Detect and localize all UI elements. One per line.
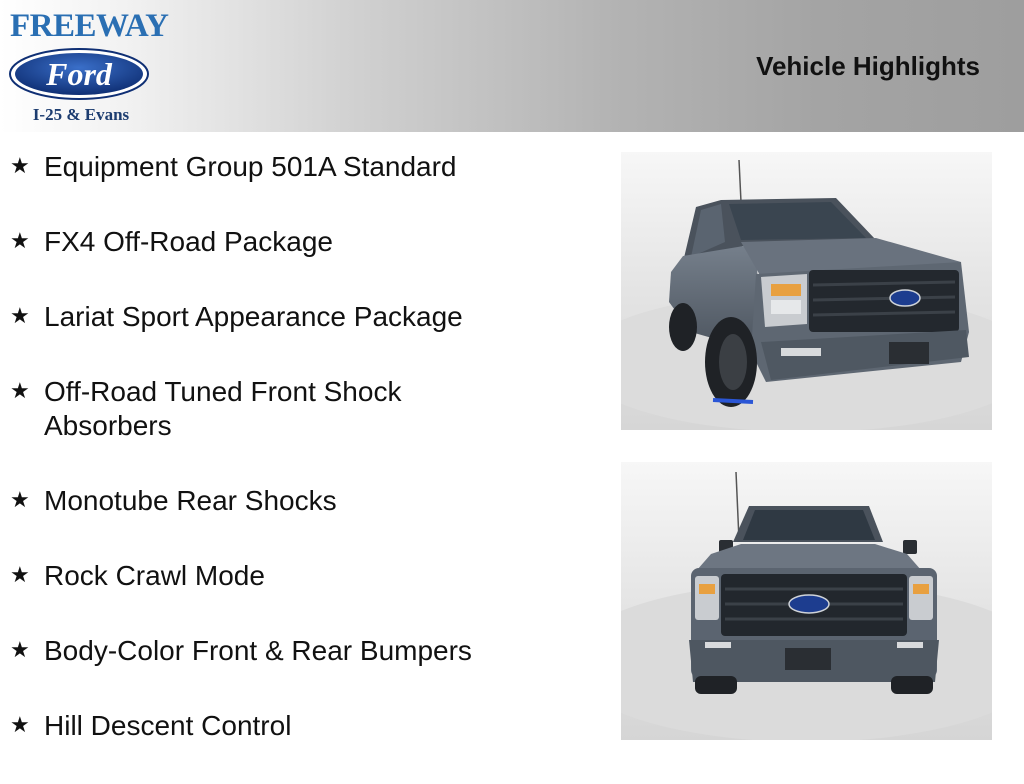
list-item-label: Hill Descent Control: [44, 710, 292, 741]
truck-front-image: [621, 462, 992, 740]
star-icon: ★: [10, 712, 30, 737]
list-item: [10, 709, 600, 743]
star-icon: ★: [10, 562, 30, 587]
list-item: [10, 225, 600, 259]
list-item-label: Equipment Group 501A Standard: [44, 151, 457, 182]
list-item-label: Monotube Rear Shocks: [44, 485, 337, 516]
ford-oval-icon: [8, 47, 150, 101]
logo-top-text: FREEWAY: [10, 8, 169, 44]
list-item: [10, 559, 600, 593]
star-icon: ★: [10, 303, 30, 328]
dealer-logo[interactable]: [6, 4, 169, 128]
star-icon: ★: [10, 487, 30, 512]
vehicle-photo-front[interactable]: [621, 462, 992, 740]
star-icon: ★: [10, 228, 30, 253]
header-banner: [0, 0, 1024, 132]
list-item: [10, 375, 600, 443]
list-item-label: Off-Road Tuned Front Shock Absorbers: [44, 376, 402, 441]
list-item: [10, 484, 600, 518]
star-icon: ★: [10, 378, 30, 403]
page-title: Vehicle Highlights: [756, 51, 980, 81]
list-item-label: FX4 Off-Road Package: [44, 226, 333, 257]
list-item: [10, 300, 600, 334]
list-item-label: Rock Crawl Mode: [44, 560, 265, 591]
list-item: [10, 634, 600, 668]
vehicle-photo-angle[interactable]: [621, 152, 992, 430]
list-item: [10, 150, 600, 184]
truck-three-quarter-image: [621, 152, 992, 430]
list-item-label: Lariat Sport Appearance Package: [44, 301, 463, 332]
logo-oval-text: Ford: [46, 56, 112, 92]
star-icon: ★: [10, 153, 30, 178]
logo-location-text: I-25 & Evans: [32, 105, 130, 124]
star-icon: ★: [10, 637, 30, 662]
list-item-label: Body-Color Front & Rear Bumpers: [44, 635, 472, 666]
highlights-list: [10, 150, 600, 784]
